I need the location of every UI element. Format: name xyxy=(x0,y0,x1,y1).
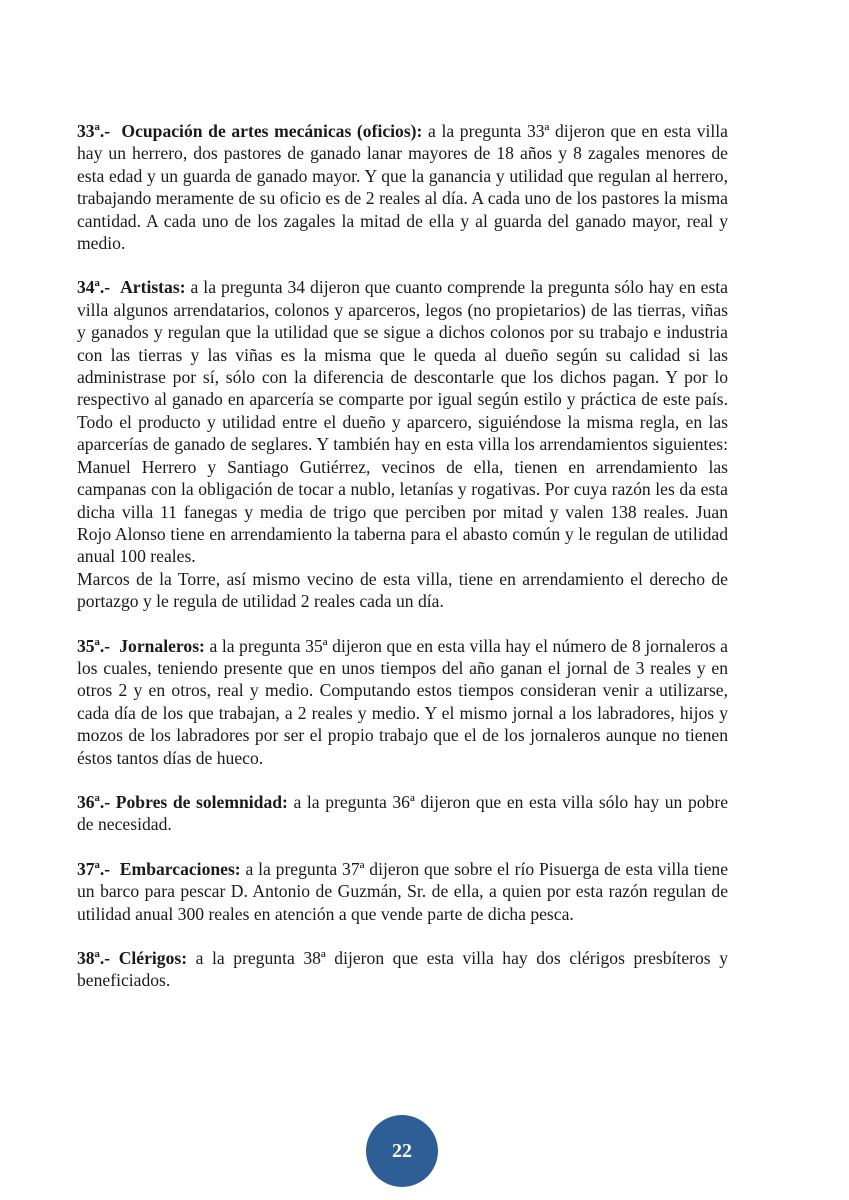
section-heading: Artistas: xyxy=(120,277,186,298)
section-text: a la pregunta 35ª dijeron que en esta villa hay el número de 8 jornaleros a los cuales, teniendo presente que en unos tiempos del año ganan el jornal de 3 reales y en otros 2 y en otros, real y medio. Computando estos tiempos consideran venir a utilizarse, cada día de los que trabajan, a 2 reales y medio. Y el mismo jornal a los labradores, hijos y mozos de los labradores por ser el propio trabajo que el de los jornaleros aunque no tienen éstos tantos días de hueco. xyxy=(77,635,728,768)
section-heading: Clérigos: xyxy=(118,948,188,968)
section-paragraph xyxy=(77,276,728,567)
section-text: a la pregunta 36ª dijeron que en esta villa sólo hay un pobre de necesidad. xyxy=(77,791,729,835)
section-heading: Ocupación de artes mecánicas (oficios): xyxy=(121,121,423,141)
section-heading: Pobres de solemnidad: xyxy=(115,791,288,812)
section-text: a la pregunta 34 dijeron que cuanto comprende la pregunta sólo hay en esta villa algunos arrendatarios, colonos y aparceros, legos (no propietarios) de las tierras, viñas y ganados y regulan que la utilidad que se sigue a dichos colonos por su trabajo e industria con las tierras y las viñas es la misma que le queda al dueño según su calidad si las administrase por sí, sólo con la diferencia de descontarle que los dichos pagan. Y por lo respectivo al ganado en aparcería se comparte por igual según estilo y práctica de este país. Todo el producto y utilidad entre el dueño y aparcero, siguiéndose la misma regla, en las aparcerías de ganado de seglares. Y también hay en esta villa los arrendamientos siguientes: Manuel Herrero y Santiago Gutiérrez, vecinos de ella, tienen en arrendamiento las campanas con la obligación de tocar a nublo, letanías y rogativas. Por cuya razón les da esta dicha villa 11 fanegas y media de trigo que perciben por mitad y valen 138 reales. Juan Rojo Alonso tiene en arrendamiento la taberna para el abasto común y le regulan de utilidad anual 100 reales. xyxy=(77,277,728,567)
section-37 xyxy=(77,858,728,925)
section-35 xyxy=(77,635,728,769)
section-33 xyxy=(77,120,728,254)
section-text: a la pregunta 38ª dijeron que esta villa hay dos clérigos presbíteros y beneficiados. xyxy=(77,948,728,991)
document-body xyxy=(77,120,728,1014)
section-heading: Jornaleros: xyxy=(119,635,205,656)
section-34 xyxy=(77,276,728,612)
section-number: 33ª.- xyxy=(77,121,111,141)
section-38 xyxy=(77,947,728,992)
section-number: 36ª.- xyxy=(77,791,111,812)
section-number: 37ª.- xyxy=(77,858,111,879)
section-paragraph: Marcos de la Torre, así mismo vecino de esta villa, tiene en arrendamiento el derecho de portazgo y le regula de utilidad 2 reales cada un día. xyxy=(77,568,728,612)
section-text: a la pregunta 33ª dijeron que en esta villa hay un herrero, dos pastores de ganado lanar mayores de 18 años y 8 zagales menores de esta edad y un guarda de ganado mayor. Y que la ganancia y utilidad que regulan al herrero, trabajando meramente de su oficio es de 2 reales al día. A cada uno de los pastores la misma cantidad. A cada uno de los zagales la mitad de ella y al guarda del ganado mayor, real y medio. xyxy=(77,121,728,254)
section-36 xyxy=(77,791,728,836)
page-number-badge: 22 xyxy=(366,1115,438,1187)
section-paragraph xyxy=(77,947,728,992)
section-paragraph xyxy=(77,858,728,925)
section-number: 38ª.- xyxy=(77,948,111,968)
section-heading: Embarcaciones: xyxy=(119,858,241,879)
section-text: a la pregunta 37ª dijeron que sobre el río Pisuerga de esta villa tiene un barco para pescar D. Antonio de Guzmán, Sr. de ella, a quien por esta razón regulan de utilidad anual 300 reales en atención a que vende parte de dicha pesca. xyxy=(77,858,728,924)
section-paragraph xyxy=(77,635,728,769)
section-paragraph xyxy=(77,120,728,254)
section-number: 34ª.- xyxy=(77,277,111,298)
section-paragraph xyxy=(77,791,728,836)
section-number: 35ª.- xyxy=(77,635,111,656)
